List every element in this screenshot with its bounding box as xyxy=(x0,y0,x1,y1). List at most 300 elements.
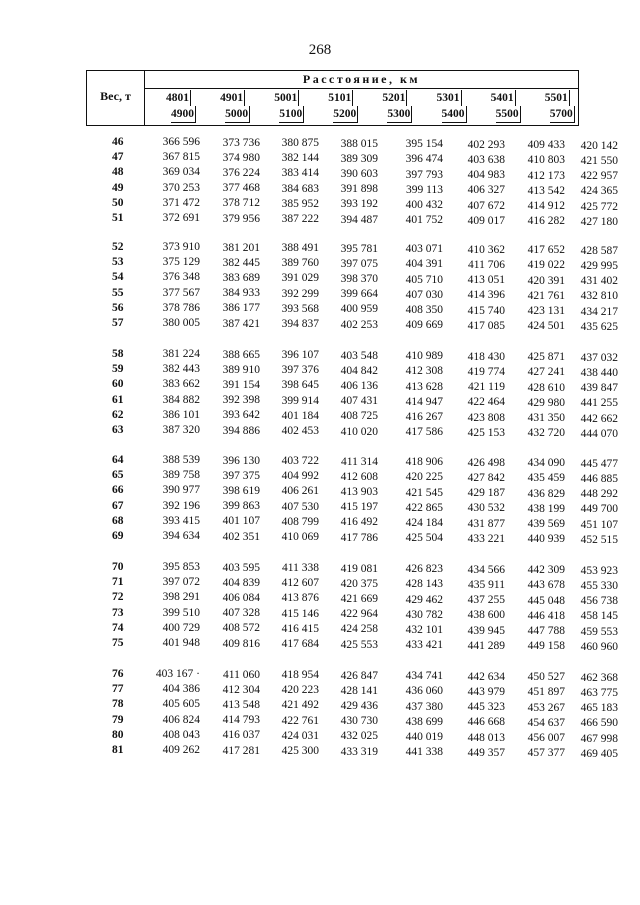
rate-cell: 446 418 xyxy=(527,609,565,622)
rate-cell: 388 491 xyxy=(281,242,319,255)
rate-cell: 424 031 xyxy=(281,729,319,742)
weight-cell: 79 xyxy=(112,713,124,726)
rate-cell: 387 421 xyxy=(222,317,260,330)
table-row xyxy=(0,682,640,700)
rate-cell: 408 799 xyxy=(281,515,319,528)
weight-cell: 77 xyxy=(112,683,124,696)
rate-cell: 443 979 xyxy=(467,685,505,698)
distance-header: Расстояние, км xyxy=(145,71,578,89)
rate-cell: 411 314 xyxy=(341,455,378,468)
rate-cell: 386 101 xyxy=(162,408,200,421)
rate-cell: 428 587 xyxy=(580,244,618,257)
weight-cell: 62 xyxy=(112,408,124,421)
rate-cell: 455 330 xyxy=(580,580,618,593)
rate-cell: 386 177 xyxy=(222,302,260,315)
rate-cell: 430 782 xyxy=(405,608,443,621)
rate-cell: 466 590 xyxy=(580,717,618,730)
table-row xyxy=(0,196,640,211)
rate-cell: 405 710 xyxy=(405,273,443,286)
range-from: 5501 xyxy=(544,92,568,104)
rate-cell: 452 515 xyxy=(580,533,618,546)
rate-cell: 392 398 xyxy=(222,394,260,407)
rate-cell: 408 043 xyxy=(162,728,200,741)
page-number: 268 xyxy=(308,42,332,58)
rate-cell: 409 262 xyxy=(162,744,200,756)
rate-cell: 400 432 xyxy=(405,198,443,211)
rate-cell: 402 253 xyxy=(340,318,378,331)
rate-cell: 395 853 xyxy=(162,561,200,573)
rate-cell: 431 402 xyxy=(580,275,618,288)
rate-cell: 408 572 xyxy=(222,622,260,635)
rate-cell: 429 980 xyxy=(527,396,565,409)
rate-cell: 394 634 xyxy=(162,530,200,542)
rate-cell: 422 957 xyxy=(580,170,618,183)
rate-cell: 427 180 xyxy=(580,215,618,228)
rate-cell: 391 898 xyxy=(340,183,378,196)
rate-cell: 418 430 xyxy=(467,350,505,363)
rate-cell: 401 752 xyxy=(405,214,443,227)
table-row xyxy=(0,743,640,758)
rate-cell: 407 030 xyxy=(405,288,443,301)
rate-cell: 437 380 xyxy=(405,700,443,713)
rate-cell: 437 255 xyxy=(467,594,505,607)
rate-cell: 434 741 xyxy=(405,670,443,683)
table-row xyxy=(0,165,640,183)
rate-cell: 393 568 xyxy=(281,302,319,315)
table-row xyxy=(0,606,640,621)
rate-cell: 412 608 xyxy=(340,470,378,483)
rate-cell: 413 903 xyxy=(340,486,378,499)
rate-cell: 434 090 xyxy=(527,457,565,470)
rate-cell: 454 637 xyxy=(527,716,565,729)
weight-cell: 76 xyxy=(112,668,124,680)
rate-cell: 410 020 xyxy=(340,425,378,438)
rate-cell: 404 386 xyxy=(162,683,200,696)
rate-cell: 442 309 xyxy=(527,564,565,577)
rate-cell: 435 459 xyxy=(527,472,565,485)
rate-cell: 391 154 xyxy=(222,378,260,391)
rate-cell: 404 839 xyxy=(222,576,260,589)
weight-cell: 55 xyxy=(112,286,124,299)
table-row xyxy=(0,211,640,226)
rate-cell: 380 875 xyxy=(281,137,319,150)
rate-cell: 416 492 xyxy=(340,516,378,529)
table-row xyxy=(0,255,640,273)
rate-cell: 382 443 xyxy=(162,363,200,376)
weight-cell: 59 xyxy=(112,363,124,376)
table-row xyxy=(0,483,640,501)
rate-cell: 411 338 xyxy=(282,562,319,575)
rate-cell: 384 882 xyxy=(162,393,200,406)
rate-cell: 378 712 xyxy=(222,197,260,210)
table-row xyxy=(0,667,640,682)
table-row xyxy=(0,377,640,395)
rate-cell: 412 173 xyxy=(527,169,565,182)
rate-cell: 381 224 xyxy=(162,348,200,360)
rate-cell: 417 085 xyxy=(467,319,505,332)
rate-cell: 399 664 xyxy=(340,288,378,301)
rate-cell: 448 292 xyxy=(580,488,618,501)
rate-cell: 414 912 xyxy=(527,200,565,213)
rate-cell: 422 865 xyxy=(405,501,443,514)
rate-cell: 396 107 xyxy=(281,349,319,362)
rate-cell: 453 267 xyxy=(527,701,565,714)
rate-cell: 419 022 xyxy=(527,259,565,272)
rate-cell: 447 788 xyxy=(527,625,565,638)
range-from: 5201 xyxy=(382,92,406,104)
weight-cell: 52 xyxy=(112,241,124,253)
rate-cell: 421 119 xyxy=(468,381,505,394)
range-from: 5001 xyxy=(274,92,298,104)
table-row xyxy=(0,621,640,636)
rate-cell: 421 761 xyxy=(527,289,565,302)
rate-cell: 400 959 xyxy=(340,303,378,316)
weight-cell: 68 xyxy=(112,514,124,527)
rate-cell: 432 101 xyxy=(405,623,443,636)
rate-cell: 429 995 xyxy=(580,260,618,273)
rate-cell: 449 700 xyxy=(580,503,618,516)
rate-cell: 404 983 xyxy=(467,169,505,182)
range-to: 5300 xyxy=(387,106,412,123)
rate-cell: 434 217 xyxy=(580,305,618,318)
rate-cell: 399 914 xyxy=(281,394,319,407)
range-to: 4900 xyxy=(171,106,196,123)
rate-cell: 393 192 xyxy=(340,198,378,211)
rate-cell: 375 129 xyxy=(162,256,200,269)
rate-cell: 467 998 xyxy=(580,732,618,745)
rate-cell: 428 143 xyxy=(405,578,443,591)
rate-cell: 402 293 xyxy=(467,138,505,151)
rate-cell: 428 141 xyxy=(340,684,378,697)
rate-cell: 377 567 xyxy=(162,286,200,299)
rate-cell: 450 527 xyxy=(527,671,565,684)
range-from: 5101 xyxy=(328,92,352,104)
rate-cell: 463 775 xyxy=(580,687,618,700)
rate-cell: 395 781 xyxy=(340,242,378,255)
rate-cell: 405 605 xyxy=(162,698,200,711)
rate-cell: 400 729 xyxy=(162,621,200,634)
rate-cell: 380 005 xyxy=(162,317,200,329)
rate-cell: 406 261 xyxy=(281,485,319,498)
rate-cell: 449 158 xyxy=(527,640,565,653)
rate-cell: 409 669 xyxy=(405,319,443,332)
rate-cell: 424 501 xyxy=(527,320,565,333)
rate-cell: 412 304 xyxy=(222,683,260,696)
rate-cell: 399 863 xyxy=(222,500,260,513)
rate-cell: 423 131 xyxy=(527,305,565,318)
table-row xyxy=(0,301,640,316)
weight-cell: 46 xyxy=(112,136,124,148)
rate-cell: 438 199 xyxy=(527,502,565,515)
table-row xyxy=(0,468,640,486)
rate-cell: 397 376 xyxy=(281,364,319,377)
rate-cell: 412 607 xyxy=(281,577,319,590)
rate-cell: 422 964 xyxy=(340,608,378,621)
rate-cell: 424 365 xyxy=(580,185,618,198)
weight-cell: 64 xyxy=(112,454,124,466)
range-to: 5400 xyxy=(442,106,467,123)
weight-cell: 80 xyxy=(112,728,124,741)
rate-cell: 390 977 xyxy=(162,484,200,497)
range-to: 5200 xyxy=(333,106,358,123)
rate-cell: 411 706 xyxy=(468,258,505,271)
rate-cell: 389 910 xyxy=(222,363,260,376)
rate-cell: 409 017 xyxy=(467,214,505,227)
table-row xyxy=(0,423,640,438)
rate-cell: 403 167 · xyxy=(155,668,200,680)
rate-cell: 441 289 xyxy=(467,639,505,652)
rate-cell: 407 328 xyxy=(222,607,260,620)
rate-cell: 458 145 xyxy=(580,610,618,623)
rate-cell: 373 736 xyxy=(222,136,260,149)
rate-cell: 438 440 xyxy=(580,367,618,380)
rate-cell: 421 492 xyxy=(281,699,319,712)
rate-cell: 402 351 xyxy=(222,530,260,543)
rate-cell: 445 323 xyxy=(467,701,505,714)
rate-cell: 433 319 xyxy=(340,745,378,758)
range-from: 4901 xyxy=(220,92,244,104)
weight-cell: 69 xyxy=(112,530,124,542)
rate-cell: 459 553 xyxy=(580,625,618,638)
rate-cell: 396 130 xyxy=(222,454,260,467)
table-row xyxy=(0,514,640,529)
rate-cell: 392 299 xyxy=(281,287,319,300)
rate-cell: 432 025 xyxy=(340,730,378,743)
rate-cell: 427 241 xyxy=(527,366,565,379)
rate-cell: 372 691 xyxy=(162,212,200,224)
rate-cell: 418 906 xyxy=(405,456,443,469)
table-row xyxy=(0,728,640,743)
rate-cell: 416 415 xyxy=(281,622,319,635)
rate-cell: 410 362 xyxy=(467,243,505,256)
rate-cell: 411 060 xyxy=(223,668,260,681)
rate-cell: 465 183 xyxy=(580,702,618,715)
weight-cell: 58 xyxy=(112,348,124,360)
range-to: 5700 xyxy=(550,106,575,123)
rate-cell: 383 414 xyxy=(281,167,319,180)
rate-cell: 424 258 xyxy=(340,623,378,636)
weight-cell: 61 xyxy=(112,393,124,406)
rate-cell: 431 877 xyxy=(467,517,505,530)
rate-cell: 441 255 xyxy=(580,397,618,410)
rate-cell: 389 758 xyxy=(162,469,200,482)
rate-cell: 425 153 xyxy=(467,426,505,439)
rate-cell: 394 886 xyxy=(222,424,260,437)
range-from: 5301 xyxy=(436,92,460,104)
rate-cell: 442 634 xyxy=(467,670,505,683)
rate-cell: 382 445 xyxy=(222,256,260,269)
rate-cell: 388 665 xyxy=(222,348,260,361)
weight-cell: 54 xyxy=(112,271,124,284)
range-from: 5401 xyxy=(490,92,514,104)
rate-cell: 385 952 xyxy=(281,197,319,210)
rate-cell: 428 610 xyxy=(527,381,565,394)
rate-cell: 381 201 xyxy=(222,241,260,254)
rate-cell: 410 989 xyxy=(405,350,443,363)
rate-cell: 429 462 xyxy=(405,593,443,606)
rate-cell: 410 803 xyxy=(527,154,565,167)
weight-cell: 78 xyxy=(112,698,124,711)
rate-cell: 403 722 xyxy=(281,455,319,468)
rate-cell: 420 223 xyxy=(281,684,319,697)
range-to: 5000 xyxy=(225,106,250,123)
rate-cell: 413 628 xyxy=(405,380,443,393)
rate-cell: 370 253 xyxy=(162,181,200,194)
rate-cell: 414 793 xyxy=(222,714,260,727)
rate-cell: 417 586 xyxy=(405,426,443,439)
rate-cell: 415 740 xyxy=(467,304,505,317)
rate-cell: 394 837 xyxy=(281,318,319,331)
table-row xyxy=(0,150,640,168)
rate-cell: 419 774 xyxy=(467,365,505,378)
rate-cell: 417 684 xyxy=(281,638,319,651)
rate-cell: 379 956 xyxy=(222,212,260,225)
rate-cell: 387 320 xyxy=(162,424,200,436)
rate-cell: 429 187 xyxy=(467,487,505,500)
rate-cell: 444 070 xyxy=(580,427,618,440)
rate-cell: 402 453 xyxy=(281,425,319,438)
rate-cell: 376 348 xyxy=(162,271,200,284)
rate-cell: 377 468 xyxy=(222,182,260,195)
weight-cell: 50 xyxy=(112,196,124,209)
table-row xyxy=(0,393,640,408)
rate-cell: 440 019 xyxy=(405,730,443,743)
rate-cell: 425 871 xyxy=(527,351,565,364)
rate-cell: 399 113 xyxy=(406,183,443,196)
rate-cell: 457 377 xyxy=(527,747,565,760)
rate-cell: 407 530 xyxy=(281,500,319,513)
rate-cell: 418 954 xyxy=(281,669,319,682)
table-row xyxy=(0,529,640,544)
rate-cell: 423 808 xyxy=(467,411,505,424)
rate-cell: 408 725 xyxy=(340,410,378,423)
rate-cell: 439 847 xyxy=(580,382,618,395)
range-from: 4801 xyxy=(166,92,189,104)
weight-cell: 70 xyxy=(112,561,124,573)
rate-cell: 398 291 xyxy=(162,591,200,604)
rate-cell: 391 029 xyxy=(281,272,319,285)
rate-cell: 456 738 xyxy=(580,595,618,608)
rate-cell: 420 391 xyxy=(527,274,565,287)
rate-cell: 439 569 xyxy=(527,518,565,531)
weight-cell: 53 xyxy=(112,256,124,269)
rate-cell: 416 037 xyxy=(222,729,260,742)
rate-cell: 426 498 xyxy=(467,456,505,469)
rate-cell: 384 683 xyxy=(281,182,319,195)
rate-cell: 417 652 xyxy=(527,244,565,257)
rate-cell: 443 678 xyxy=(527,579,565,592)
table-row xyxy=(0,240,640,255)
rate-cell: 404 391 xyxy=(405,258,443,271)
rate-cell: 410 069 xyxy=(281,531,319,544)
rate-cell: 413 051 xyxy=(467,274,505,287)
rate-cell: 388 539 xyxy=(162,454,200,466)
rate-cell: 417 281 xyxy=(222,744,260,757)
rate-cell: 415 197 xyxy=(340,501,378,514)
rate-cell: 425 300 xyxy=(281,745,319,758)
table-row xyxy=(0,575,640,593)
rate-cell: 417 786 xyxy=(340,531,378,544)
rate-cell: 420 142 xyxy=(580,139,618,152)
rate-cell: 440 939 xyxy=(527,533,565,546)
rate-cell: 371 472 xyxy=(162,196,200,209)
rate-cell: 439 945 xyxy=(467,624,505,637)
weight-cell: 66 xyxy=(112,484,124,497)
rate-cell: 437 032 xyxy=(580,351,618,364)
weight-cell: 60 xyxy=(112,378,124,391)
rate-cell: 407 431 xyxy=(340,395,378,408)
rate-cell: 425 504 xyxy=(405,532,443,545)
rate-cell: 413 542 xyxy=(527,184,565,197)
rate-cell: 429 436 xyxy=(340,700,378,713)
rate-cell: 433 421 xyxy=(405,639,443,652)
table-row xyxy=(0,499,640,514)
rate-cell: 436 829 xyxy=(527,487,565,500)
rate-cell: 408 350 xyxy=(405,303,443,316)
rate-cell: 388 015 xyxy=(340,137,378,150)
table-row xyxy=(0,286,640,301)
weight-cell: 81 xyxy=(112,744,124,756)
rate-cell: 374 980 xyxy=(222,151,260,164)
rate-cell: 426 823 xyxy=(405,563,443,576)
rate-cell: 441 338 xyxy=(405,746,443,759)
rate-cell: 421 545 xyxy=(405,486,443,499)
rate-cell: 401 107 xyxy=(222,515,260,528)
rate-cell: 383 662 xyxy=(162,378,200,391)
rate-cell: 414 396 xyxy=(467,289,505,302)
weight-cell: 57 xyxy=(112,317,124,329)
rate-cell: 427 842 xyxy=(467,471,505,484)
weight-cell: 65 xyxy=(112,469,124,482)
rate-cell: 406 824 xyxy=(162,713,200,726)
rate-cell: 398 645 xyxy=(281,379,319,392)
rate-cell: 378 786 xyxy=(162,301,200,314)
rate-cell: 409 433 xyxy=(527,139,565,152)
rate-cell: 413 876 xyxy=(281,592,319,605)
rate-cell: 387 222 xyxy=(281,213,319,226)
weight-column-header: Вес, т xyxy=(87,71,145,125)
rate-cell: 431 350 xyxy=(527,412,565,425)
weight-cell: 75 xyxy=(112,637,124,649)
rate-cell: 403 548 xyxy=(340,349,378,362)
rate-cell: 398 619 xyxy=(222,484,260,497)
rate-cell: 383 689 xyxy=(222,271,260,284)
table-row xyxy=(0,560,640,575)
rate-cell: 407 672 xyxy=(467,199,505,212)
table-row xyxy=(0,362,640,380)
rate-cell: 397 375 xyxy=(222,469,260,482)
rate-cell: 451 107 xyxy=(580,518,618,531)
rate-cell: 390 603 xyxy=(340,168,378,181)
rate-cell: 430 730 xyxy=(340,715,378,728)
rate-cell: 393 415 xyxy=(162,514,200,527)
rate-cell: 462 368 xyxy=(580,671,618,684)
rate-cell: 453 923 xyxy=(580,564,618,577)
rate-cell: 421 669 xyxy=(340,593,378,606)
rate-cell: 401 948 xyxy=(162,637,200,649)
rate-cell: 435 911 xyxy=(468,578,505,591)
table-row xyxy=(0,453,640,468)
rate-cell: 446 885 xyxy=(580,473,618,486)
rate-cell: 424 184 xyxy=(405,516,443,529)
rate-cell: 432 810 xyxy=(580,290,618,303)
rate-cell: 456 007 xyxy=(527,732,565,745)
weight-cell: 48 xyxy=(112,166,124,179)
rate-cell: 416 267 xyxy=(405,410,443,423)
weight-cell: 63 xyxy=(112,424,124,436)
rate-cell: 397 075 xyxy=(340,257,378,270)
rate-cell: 432 720 xyxy=(527,427,565,440)
